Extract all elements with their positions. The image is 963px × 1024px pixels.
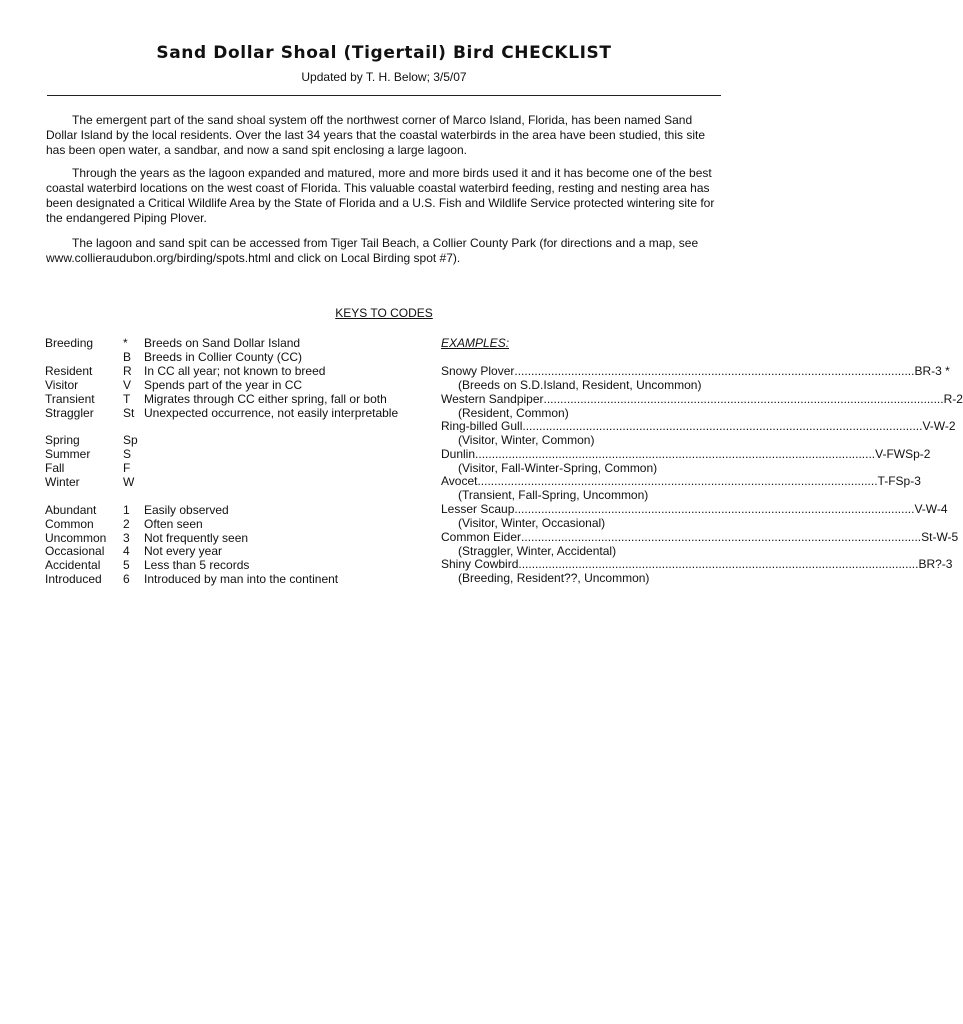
key-description: Unexpected occurrence, not easily interpretable (144, 406, 399, 420)
example-description: (Visitor, Winter, Common) (458, 433, 595, 448)
key-code: 4 (123, 544, 130, 558)
key-description: In CC all year; not known to breed (144, 364, 326, 378)
key-term: Summer (45, 447, 91, 461)
key-term: Winter (45, 475, 80, 489)
example-code: V-FWSp-2 (875, 446, 931, 461)
keys-heading: KEYS TO CODES (335, 306, 433, 320)
key-code: 2 (123, 517, 130, 531)
title-divider (47, 95, 721, 96)
intro-paragraph-3: The lagoon and sand spit can be accessed from Tiger Tail Beach, a Collier County Park (for directions and a map, see www.collieraudubon.org/birding/spots.html and click on Local Birding spot #7). (46, 236, 699, 265)
example-description: (Breeding, Resident??, Uncommon) (458, 571, 650, 586)
key-description: Spends part of the year in CC (144, 378, 303, 392)
example-code: BR-3 * (914, 364, 950, 378)
page-title: Sand Dollar Shoal (Tigertail) Bird CHECKLIST (156, 43, 612, 63)
key-term: Accidental (45, 558, 101, 572)
key-term: Visitor (45, 378, 79, 392)
example-bird-name: Western Sandpiper (441, 391, 544, 406)
example-entry (441, 474, 921, 489)
key-code: 3 (123, 531, 130, 545)
key-term: Common (45, 517, 94, 531)
dot-leader: ........................................................................................................................ (518, 557, 919, 572)
key-description: Migrates through CC either spring, fall or both (144, 392, 387, 406)
example-entry (441, 529, 959, 544)
page-subtitle: Updated by T. H. Below; 3/5/07 (301, 70, 467, 84)
example-code: St-W-5 (921, 529, 959, 544)
example-entry (441, 364, 950, 378)
example-code: T-FSp-3 (877, 474, 921, 489)
example-entry (441, 419, 956, 434)
example-code: V-W-2 (922, 419, 956, 434)
key-code: V (123, 378, 132, 392)
example-bird-name: Shiny Cowbird (441, 557, 519, 572)
example-entry (441, 446, 931, 461)
key-description: Breeds on Sand Dollar Island (144, 336, 301, 350)
key-code: W (123, 475, 135, 489)
key-code: R (123, 364, 132, 378)
key-description: Breeds in Collier County (CC) (144, 350, 303, 364)
example-description: (Straggler, Winter, Accidental) (458, 543, 617, 558)
key-code: * (123, 336, 128, 350)
key-description: Introduced by man into the continent (144, 572, 339, 586)
example-code: BR?-3 (918, 557, 953, 572)
key-code: 5 (123, 558, 130, 572)
example-bird-name: Avocet (441, 474, 478, 489)
example-description: (Transient, Fall-Spring, Uncommon) (458, 488, 649, 503)
example-code: R-2 (943, 391, 963, 406)
dot-leader: ........................................................................................................................ (477, 474, 878, 489)
key-term: Occasional (45, 544, 105, 558)
intro-paragraph-2: Through the years as the lagoon expanded and matured, more and more birds used it and it has become one of the best coastal waterbird locations on the west coast of Florida. This valuable coastal waterbird feeding, resting and nesting area has been designated a Critical Wildlife Area by the State of Florida and a U.S. Fish and Wildlife Service protected wintering site for the endangered Piping Plover. (46, 166, 715, 225)
dot-leader: ........................................................................................................................ (522, 419, 923, 434)
key-code: Sp (123, 433, 138, 447)
key-code: B (123, 350, 132, 364)
example-entry (441, 502, 948, 516)
key-description: Not frequently seen (144, 531, 249, 545)
example-bird-name: Dunlin (441, 446, 476, 461)
key-term: Transient (45, 392, 95, 406)
key-term: Breeding (45, 336, 94, 350)
dot-leader: ........................................................................................................................ (475, 446, 876, 461)
example-description: (Visitor, Fall-Winter-Spring, Common) (458, 460, 658, 475)
example-bird-name: Snowy Plover (441, 364, 515, 378)
key-term: Fall (45, 461, 65, 475)
key-code: St (123, 406, 135, 420)
key-term: Resident (45, 364, 93, 378)
example-description: (Visitor, Winter, Occasional) (458, 516, 606, 530)
key-description: Not every year (144, 544, 223, 558)
key-term: Uncommon (45, 531, 107, 545)
key-code: F (123, 461, 131, 475)
example-description: (Resident, Common) (458, 405, 569, 420)
example-bird-name: Lesser Scaup (441, 502, 515, 516)
key-term: Abundant (45, 503, 97, 517)
dot-leader: ........................................................................................................................ (514, 502, 915, 516)
examples-heading: EXAMPLES: (441, 336, 510, 350)
key-description: Often seen (144, 517, 203, 531)
example-bird-name: Common Eider (441, 529, 522, 544)
dot-leader: ........................................................................................................................ (521, 529, 922, 544)
example-entry (441, 391, 963, 406)
key-description: Less than 5 records (144, 558, 250, 572)
example-entry (441, 557, 953, 572)
example-code: V-W-4 (914, 502, 948, 516)
key-code: S (123, 447, 132, 461)
key-description: Easily observed (144, 503, 229, 517)
dot-leader: ........................................................................................................................ (543, 391, 944, 406)
intro-paragraph-1: The emergent part of the sand shoal system off the northwest corner of Marco Island, Florida, has been named Sand Dollar Island by the local residents. Over the last 34 years that the coastal waterbirds in the area have been studied, this site has been open water, a sandbar, and now a sand spit enclosing a large lagoon. (46, 113, 706, 157)
key-term: Spring (45, 433, 80, 447)
example-description: (Breeds on S.D.Island, Resident, Uncommon) (458, 378, 702, 392)
example-bird-name: Ring-billed Gull (441, 419, 523, 434)
key-term: Introduced (45, 572, 102, 586)
key-code: 1 (123, 503, 130, 517)
dot-leader: ........................................................................................................................ (514, 364, 915, 378)
key-term: Straggler (45, 406, 94, 420)
key-code: 6 (123, 572, 130, 586)
key-code: T (123, 392, 131, 406)
